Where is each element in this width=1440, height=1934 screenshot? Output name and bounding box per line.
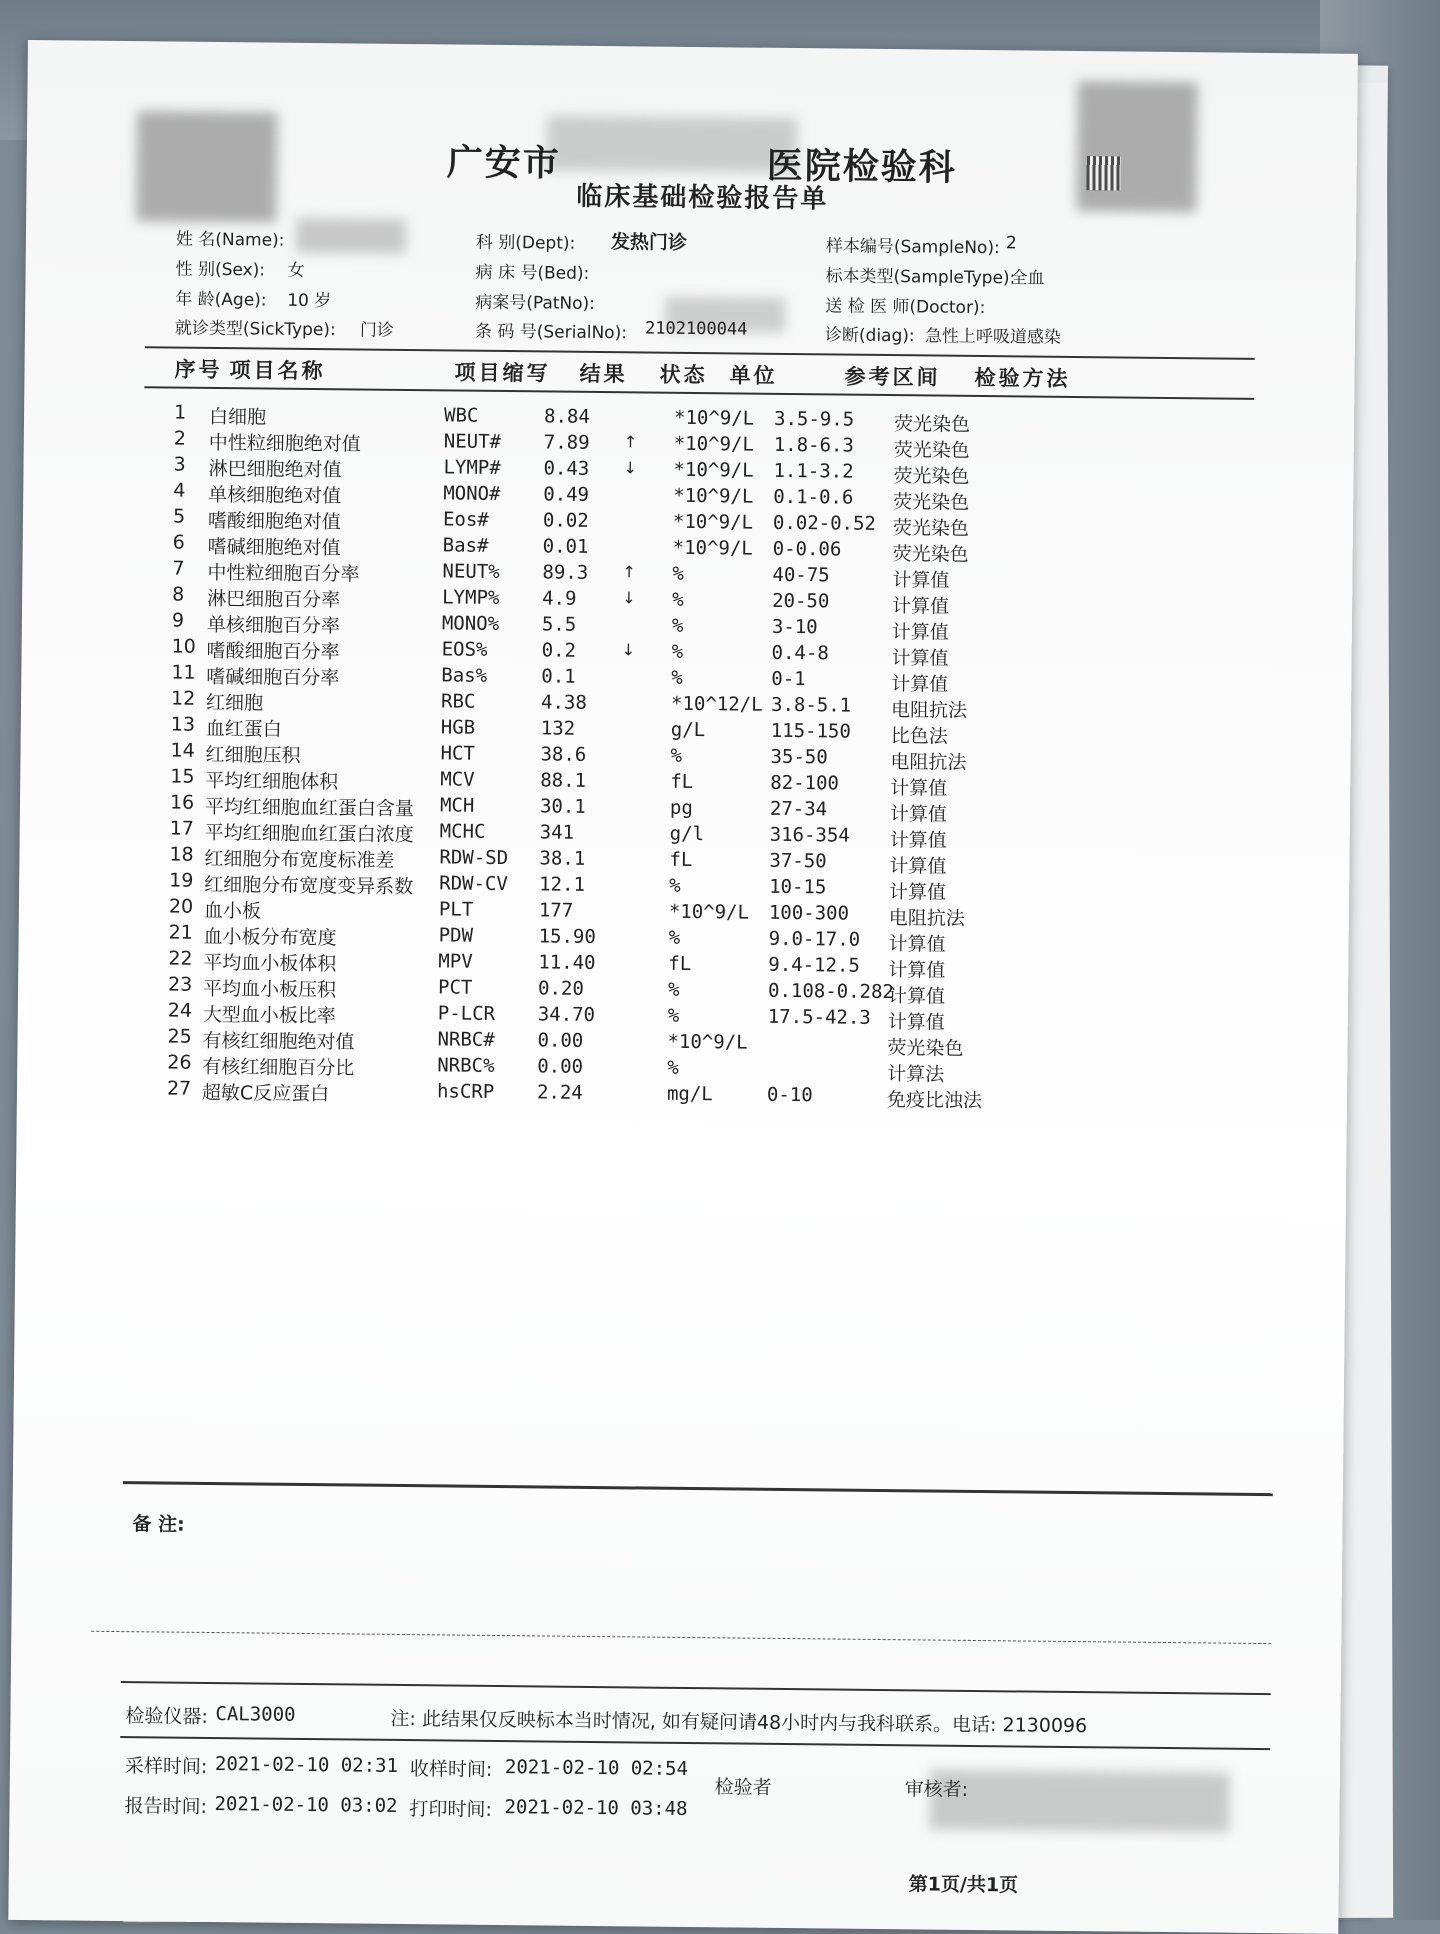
row-number: 11 bbox=[171, 661, 196, 684]
item-unit: *10^12/L bbox=[670, 692, 763, 716]
item-reference: 40-75 bbox=[772, 563, 830, 587]
item-result: 89.3 bbox=[542, 561, 589, 584]
row-number: 14 bbox=[170, 739, 195, 762]
item-reference: 316-354 bbox=[769, 823, 850, 847]
report-title-right: 医院检验科 bbox=[766, 144, 957, 189]
item-name: 单核细胞绝对值 bbox=[208, 483, 342, 508]
disclaimer-note: 注: 此结果仅反映标本当时情况, 如有疑问请48小时内与我科联系。电话: 2130096 bbox=[390, 1707, 1088, 1738]
item-method: 计算值 bbox=[889, 803, 948, 826]
redacted-qr bbox=[1076, 81, 1197, 212]
item-unit: % bbox=[671, 666, 683, 689]
item-result: 0.1 bbox=[541, 665, 576, 688]
item-reference: 1.1-3.2 bbox=[773, 459, 854, 483]
item-unit: % bbox=[670, 744, 683, 767]
item-unit: *10^9/L bbox=[672, 536, 753, 560]
redacted-signatures bbox=[929, 1770, 1230, 1833]
sampling-time-label: 采样时间: bbox=[124, 1755, 208, 1778]
row-number: 26 bbox=[167, 1051, 192, 1074]
receive-time-value: 2021-02-10 02:54 bbox=[504, 1756, 689, 1781]
sex-value: 女 bbox=[287, 260, 305, 281]
item-unit: *10^9/L bbox=[672, 510, 754, 534]
item-abbr: PDW bbox=[438, 924, 474, 947]
page-number: 第1页/共1页 bbox=[908, 1873, 1019, 1897]
item-name: 超敏C反应蛋白 bbox=[201, 1081, 330, 1106]
row-number: 9 bbox=[171, 609, 185, 632]
item-abbr: Bas% bbox=[441, 664, 488, 687]
item-method: 荧光染色 bbox=[893, 413, 971, 436]
col-no: 序号 bbox=[174, 357, 223, 383]
footer-top-rule bbox=[121, 1681, 1271, 1695]
item-method: 比色法 bbox=[890, 725, 948, 748]
item-method: 计算值 bbox=[887, 1011, 945, 1034]
row-number: 25 bbox=[167, 1025, 192, 1048]
doctor-label: 送 检 医 师(Doctor): bbox=[825, 296, 986, 319]
item-abbr: MONO# bbox=[443, 482, 501, 505]
item-method: 计算值 bbox=[892, 569, 950, 592]
item-unit: mg/L bbox=[666, 1082, 713, 1106]
item-reference: 9.0-17.0 bbox=[768, 927, 861, 951]
receive-time-label: 收样时间: bbox=[409, 1758, 493, 1781]
age-label: 年 龄(Age): bbox=[175, 289, 267, 311]
serial-value: 2102100044 bbox=[644, 318, 748, 340]
item-reference: 3.8-5.1 bbox=[770, 693, 852, 717]
row-number: 23 bbox=[168, 973, 193, 996]
item-name: 平均血小板压积 bbox=[202, 977, 337, 1002]
item-result: 4.38 bbox=[540, 691, 587, 714]
item-result: 2.24 bbox=[536, 1081, 583, 1104]
sampletype-label: 标本类型(SampleType): bbox=[825, 266, 1016, 289]
item-name: 中性粒细胞百分率 bbox=[207, 561, 360, 586]
item-abbr: MCHC bbox=[439, 820, 486, 843]
item-abbr: LYMP% bbox=[442, 586, 500, 609]
item-name: 淋巴细胞百分率 bbox=[207, 587, 341, 612]
item-unit: *10^9/L bbox=[673, 484, 754, 508]
item-method: 荧光染色 bbox=[892, 517, 970, 540]
remark-label: 备 注: bbox=[132, 1513, 185, 1536]
item-result: 0.01 bbox=[542, 535, 589, 558]
item-reference: 115-150 bbox=[770, 719, 851, 743]
remarks-divider bbox=[91, 1631, 1271, 1644]
item-name: 嗜酸细胞绝对值 bbox=[207, 509, 342, 534]
item-abbr: EOS% bbox=[441, 638, 488, 661]
item-reference: 37-50 bbox=[769, 849, 827, 873]
item-status: ↓ bbox=[621, 640, 636, 660]
item-reference: 0.4-8 bbox=[771, 641, 829, 665]
item-abbr: RDW-CV bbox=[439, 872, 508, 896]
item-unit: fL bbox=[668, 952, 692, 975]
col-status: 状态 bbox=[659, 362, 708, 388]
item-result: 0.00 bbox=[537, 1055, 584, 1078]
item-method: 计算值 bbox=[889, 829, 947, 852]
item-method: 计算值 bbox=[891, 621, 949, 644]
item-unit: % bbox=[672, 588, 684, 611]
item-unit: % bbox=[668, 926, 681, 949]
item-method: 计算值 bbox=[891, 647, 949, 670]
item-abbr: PLT bbox=[438, 898, 474, 921]
instrument-label: 检验仪器: bbox=[125, 1705, 208, 1728]
item-result: 5.5 bbox=[541, 613, 577, 636]
item-unit: % bbox=[667, 978, 680, 1001]
col-method: 检验方法 bbox=[974, 365, 1071, 391]
row-number: 21 bbox=[168, 921, 193, 944]
item-name: 白细胞 bbox=[208, 405, 267, 429]
row-number: 13 bbox=[170, 713, 196, 736]
reviewer-label: 审核者: bbox=[904, 1778, 969, 1801]
row-number: 10 bbox=[171, 635, 196, 658]
sicktype-value: 门诊 bbox=[359, 320, 395, 341]
item-reference: 82-100 bbox=[770, 771, 840, 795]
item-name: 有核红细胞绝对值 bbox=[202, 1029, 355, 1054]
item-reference: 20-50 bbox=[772, 589, 830, 613]
item-method: 荧光染色 bbox=[893, 491, 970, 514]
dept-value: 发热门诊 bbox=[610, 231, 688, 254]
item-reference: 3.5-9.5 bbox=[773, 407, 855, 431]
item-status: ↓ bbox=[623, 458, 638, 478]
item-method: 电阻抗法 bbox=[890, 699, 968, 722]
item-abbr: HGB bbox=[440, 716, 476, 739]
item-method: 计算值 bbox=[891, 673, 949, 696]
item-result: 0.43 bbox=[543, 457, 590, 480]
report-title-left: 广安市 bbox=[446, 141, 561, 185]
row-number: 5 bbox=[172, 505, 186, 528]
item-result: 38.6 bbox=[540, 743, 587, 766]
item-abbr: MPV bbox=[438, 950, 473, 973]
item-unit: g/l bbox=[669, 822, 705, 846]
report-subtitle: 临床基础检验报告单 bbox=[576, 181, 829, 215]
tester-label: 检验者 bbox=[714, 1776, 772, 1799]
item-method: 计算法 bbox=[887, 1063, 945, 1086]
sampleno-value: 2 bbox=[1005, 233, 1017, 254]
row-number: 17 bbox=[169, 817, 195, 840]
row-number: 7 bbox=[172, 557, 185, 580]
remarks-top-rule bbox=[123, 1481, 1273, 1496]
item-unit: fL bbox=[670, 770, 694, 794]
item-abbr: hsCRP bbox=[436, 1080, 495, 1103]
col-abbr: 项目缩写 bbox=[454, 360, 551, 386]
item-method: 荧光染色 bbox=[893, 439, 970, 462]
item-unit: % bbox=[667, 1056, 679, 1079]
item-reference: 0-1 bbox=[771, 667, 806, 691]
item-reference: 27-34 bbox=[769, 797, 828, 821]
item-name: 嗜酸细胞百分率 bbox=[206, 639, 340, 664]
item-result: 341 bbox=[539, 821, 575, 844]
item-result: 8.84 bbox=[543, 405, 590, 428]
item-unit: *10^9/L bbox=[673, 458, 754, 482]
row-number: 27 bbox=[166, 1077, 192, 1100]
lab-report-paper bbox=[8, 40, 1358, 1934]
dept-label: 科 别(Dept): bbox=[475, 232, 576, 254]
item-method: 计算值 bbox=[887, 985, 946, 1008]
item-abbr: WBC bbox=[443, 404, 479, 427]
item-method: 电阻抗法 bbox=[890, 751, 967, 774]
item-method: 荧光染色 bbox=[887, 1037, 964, 1060]
item-result: 12.1 bbox=[539, 873, 586, 896]
item-abbr: RDW-SD bbox=[439, 846, 509, 870]
item-method: 计算值 bbox=[889, 881, 947, 904]
sex-label: 性 别(Sex): bbox=[175, 259, 266, 281]
serial-label: 条 码 号(SerialNo): bbox=[474, 321, 628, 344]
row-number: 2 bbox=[173, 427, 187, 450]
item-method: 计算值 bbox=[888, 959, 946, 982]
item-result: 11.40 bbox=[538, 951, 596, 974]
item-abbr: NEUT# bbox=[443, 430, 502, 453]
item-unit: pg bbox=[669, 796, 693, 820]
item-reference: 9.4-12.5 bbox=[768, 953, 860, 977]
item-unit: g/L bbox=[670, 718, 706, 742]
item-abbr: MONO% bbox=[441, 612, 500, 635]
bed-label: 病 床 号(Bed): bbox=[475, 262, 590, 284]
item-reference: 0-10 bbox=[766, 1083, 813, 1107]
row-number: 24 bbox=[167, 999, 193, 1022]
item-status: ↑ bbox=[622, 562, 636, 582]
row-number: 12 bbox=[170, 687, 196, 710]
item-reference: 35-50 bbox=[770, 745, 828, 769]
instrument-value: CAL3000 bbox=[215, 1703, 296, 1726]
item-method: 荧光染色 bbox=[893, 465, 970, 488]
item-method: 电阻抗法 bbox=[888, 907, 965, 930]
item-status: ↑ bbox=[623, 432, 638, 452]
row-number: 16 bbox=[169, 791, 195, 814]
item-name: 嗜碱细胞绝对值 bbox=[207, 535, 341, 560]
item-result: 38.1 bbox=[539, 847, 586, 870]
item-reference: 100-300 bbox=[768, 901, 850, 925]
item-method: 免疫比浊法 bbox=[886, 1089, 983, 1113]
item-status: ↓ bbox=[622, 588, 636, 608]
row-number: 6 bbox=[172, 531, 185, 554]
item-abbr: MCH bbox=[439, 794, 475, 817]
item-unit: % bbox=[669, 874, 681, 897]
item-name: 血红蛋白 bbox=[205, 717, 282, 741]
item-name: 血小板 bbox=[203, 899, 262, 923]
item-name: 单核细胞百分率 bbox=[206, 613, 341, 638]
row-number: 8 bbox=[172, 583, 185, 606]
item-name: 红细胞分布宽度标准差 bbox=[204, 847, 395, 872]
item-method: 计算值 bbox=[888, 933, 946, 956]
item-reference: 0.108-0.282 bbox=[767, 979, 895, 1004]
item-method: 计算值 bbox=[890, 777, 948, 800]
sicktype-label: 就诊类型(SickType): bbox=[174, 318, 336, 341]
item-result: 0.2 bbox=[541, 639, 577, 662]
col-name: 项目名称 bbox=[229, 358, 326, 384]
item-abbr: Eos# bbox=[442, 508, 489, 531]
redacted-name bbox=[296, 218, 406, 254]
item-method: 计算值 bbox=[892, 595, 950, 618]
item-result: 34.70 bbox=[537, 1003, 596, 1026]
item-name: 嗜碱细胞百分率 bbox=[206, 665, 340, 690]
item-name: 中性粒细胞绝对值 bbox=[208, 431, 361, 456]
item-result: 0.00 bbox=[537, 1029, 584, 1052]
item-name: 红细胞 bbox=[205, 691, 264, 715]
item-abbr: NRBC# bbox=[437, 1028, 495, 1051]
diag-value: 急性上呼吸道感染 bbox=[924, 326, 1062, 348]
item-name: 平均红细胞血红蛋白含量 bbox=[204, 795, 415, 821]
item-abbr: LYMP# bbox=[443, 456, 501, 479]
item-abbr: MCV bbox=[440, 768, 475, 791]
report-time-value: 2021-02-10 03:02 bbox=[214, 1793, 398, 1817]
print-time-value: 2021-02-10 03:48 bbox=[504, 1796, 688, 1821]
item-unit: % bbox=[672, 562, 685, 585]
item-name: 平均红细胞血红蛋白浓度 bbox=[204, 821, 414, 847]
item-unit: % bbox=[671, 640, 684, 663]
item-abbr: NRBC% bbox=[437, 1054, 495, 1077]
diag-label: 诊断(diag): bbox=[824, 325, 915, 347]
print-time-label: 打印时间: bbox=[409, 1798, 493, 1821]
patno-label: 病案号(PatNo): bbox=[475, 292, 596, 314]
qr-code-icon bbox=[1086, 156, 1120, 190]
item-result: 132 bbox=[540, 717, 576, 740]
item-name: 有核红细胞百分比 bbox=[202, 1055, 355, 1080]
row-number: 22 bbox=[168, 947, 193, 970]
item-reference: 0.02-0.52 bbox=[772, 511, 877, 535]
item-abbr: RBC bbox=[440, 690, 476, 713]
sampletype-value: 全血 bbox=[1010, 268, 1045, 289]
item-unit: % bbox=[667, 1004, 680, 1027]
item-method: 荧光染色 bbox=[892, 543, 969, 566]
row-number: 3 bbox=[173, 453, 186, 476]
item-reference: 3-10 bbox=[771, 615, 818, 639]
item-abbr: Bas# bbox=[442, 534, 489, 557]
item-abbr: PCT bbox=[437, 976, 473, 999]
item-name: 大型血小板比率 bbox=[202, 1003, 336, 1028]
item-reference: 1.8-6.3 bbox=[773, 433, 854, 457]
item-abbr: HCT bbox=[440, 742, 475, 765]
item-unit: *10^9/L bbox=[668, 900, 750, 924]
item-abbr: NEUT% bbox=[442, 560, 500, 583]
item-unit: *10^9/L bbox=[673, 406, 755, 430]
item-name: 淋巴细胞绝对值 bbox=[208, 457, 342, 482]
item-result: 177 bbox=[538, 899, 574, 922]
row-number: 15 bbox=[170, 765, 195, 788]
item-result: 0.49 bbox=[543, 483, 590, 506]
sampling-time-value: 2021-02-10 02:31 bbox=[214, 1753, 399, 1777]
item-result: 30.1 bbox=[539, 795, 586, 818]
item-reference: 0-0.06 bbox=[772, 537, 842, 561]
col-ref: 参考区间 bbox=[844, 364, 941, 390]
item-reference: 0.1-0.6 bbox=[773, 485, 854, 509]
redacted-hospital-name bbox=[547, 115, 798, 173]
footer-bottom-rule bbox=[120, 1736, 1270, 1750]
item-reference: 17.5-42.3 bbox=[767, 1005, 871, 1029]
item-result: 88.1 bbox=[540, 769, 587, 792]
item-result: 4.9 bbox=[542, 587, 577, 610]
item-abbr: P-LCR bbox=[437, 1002, 496, 1025]
item-unit: % bbox=[671, 614, 684, 637]
item-unit: fL bbox=[669, 848, 693, 872]
report-time-label: 报告时间: bbox=[124, 1795, 208, 1818]
item-unit: *10^9/L bbox=[673, 432, 754, 456]
row-number: 20 bbox=[168, 895, 194, 918]
item-result: 0.20 bbox=[537, 977, 584, 1000]
item-name: 红细胞分布宽度变异系数 bbox=[204, 873, 414, 899]
item-result: 7.89 bbox=[543, 431, 590, 454]
sampleno-label: 样本编号(SampleNo): bbox=[825, 236, 1000, 259]
col-unit: 单位 bbox=[729, 363, 778, 388]
item-name: 平均红细胞体积 bbox=[205, 769, 339, 794]
name-label: 姓 名(Name): bbox=[175, 229, 285, 251]
item-name: 平均血小板体积 bbox=[203, 951, 337, 976]
item-name: 红细胞压积 bbox=[205, 743, 301, 767]
row-number: 4 bbox=[173, 479, 186, 502]
row-number: 19 bbox=[169, 869, 194, 892]
item-unit: *10^9/L bbox=[667, 1030, 748, 1054]
redacted-logo bbox=[136, 111, 277, 222]
col-result: 结果 bbox=[579, 361, 628, 387]
age-value: 10 岁 bbox=[287, 290, 332, 312]
item-result: 15.90 bbox=[538, 925, 596, 948]
item-result: 0.02 bbox=[542, 509, 589, 532]
item-name: 血小板分布宽度 bbox=[203, 925, 337, 950]
item-reference: 10-15 bbox=[769, 875, 827, 899]
row-number: 18 bbox=[169, 843, 194, 866]
row-number: 1 bbox=[173, 401, 187, 424]
item-method: 计算值 bbox=[889, 855, 947, 878]
